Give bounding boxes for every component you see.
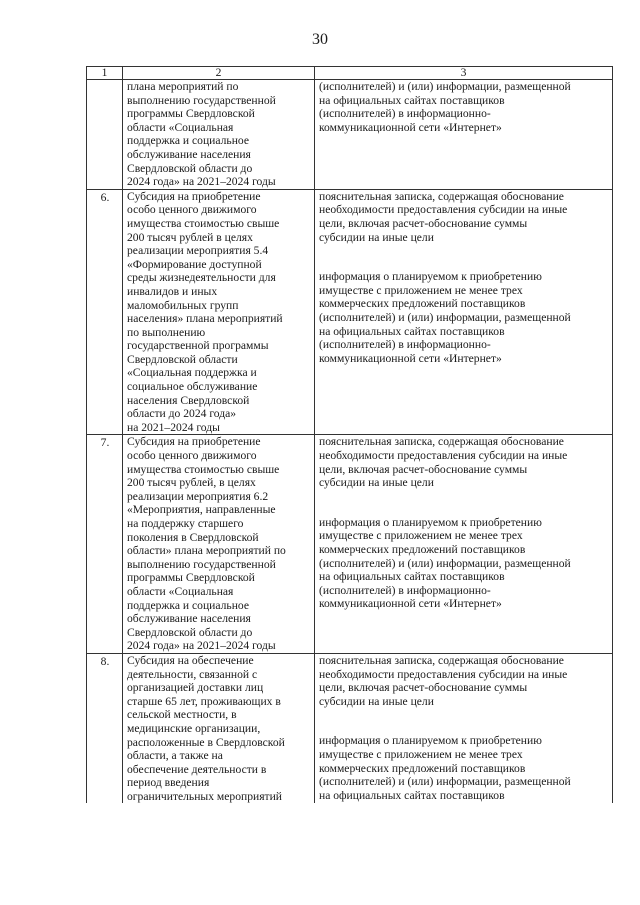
- description-line: обеспечение деятельности в: [127, 762, 267, 776]
- description-line: программы Свердловской: [127, 107, 255, 121]
- table-row: [87, 653, 613, 803]
- description-line: организацией доставки лиц: [127, 681, 264, 695]
- description-line: населения Свердловской: [127, 393, 250, 407]
- description-line: Свердловской области до: [127, 625, 253, 639]
- document-line: необходимости предоставления субсидии на иные: [319, 667, 568, 681]
- description-line: 200 тысяч рублей, в целях: [127, 476, 256, 490]
- paragraph-gap: [319, 244, 609, 270]
- subsidy-description-cell: [123, 80, 315, 190]
- description-line: Свердловской области до: [127, 161, 253, 175]
- document-line: имуществе с приложением не менее трех: [319, 747, 523, 761]
- description-line: области до 2024 года»: [127, 407, 237, 421]
- description-line: Свердловской области: [127, 352, 238, 366]
- description-line: 2024 года» на 2021–2024 годы: [127, 639, 276, 653]
- document-line: имуществе с приложением не менее трех: [319, 283, 523, 297]
- description-line: «Социальная поддержка и: [127, 366, 257, 380]
- description-line: особо ценного движимого: [127, 449, 257, 463]
- description-line: Субсидия на приобретение: [127, 435, 261, 449]
- description-line: области» плана мероприятий по: [127, 544, 286, 558]
- document-line: субсидии на иные цели: [319, 694, 434, 708]
- description-line: по выполнению: [127, 325, 206, 339]
- subsidy-description-cell: [123, 189, 315, 435]
- description-line: деятельности, связанной с: [127, 667, 258, 681]
- documents-cell: [315, 189, 613, 435]
- documents-cell: [315, 435, 613, 654]
- document-line: коммерческих предложений поставщиков: [319, 297, 526, 311]
- description-line: 200 тысяч рублей в целях: [127, 230, 253, 244]
- description-line: на поддержку старшего: [127, 517, 244, 530]
- document-line: пояснительная записка, содержащая обоснование: [319, 435, 564, 449]
- description-line: выполнению государственной: [127, 557, 276, 571]
- document-line: (исполнителей) и (или) информации, размещенной: [319, 310, 571, 324]
- document-line: пояснительная записка, содержащая обоснование: [319, 189, 564, 203]
- table-row: [87, 435, 613, 654]
- document-line: информация о планируемом к приобретению: [319, 270, 542, 284]
- document-line: информация о планируемом к приобретению: [319, 515, 542, 529]
- description-line: поколения в Свердловской: [127, 530, 259, 544]
- description-line: социальное обслуживание: [127, 380, 258, 394]
- description-line: обслуживание населения: [127, 612, 251, 626]
- document-table: [86, 66, 613, 803]
- document-line: коммуникационной сети «Интернет»: [319, 351, 502, 365]
- column-header-2: 2: [123, 67, 315, 80]
- description-line: Субсидия на приобретение: [127, 189, 261, 203]
- document-line: на официальных сайтах поставщиков: [319, 93, 505, 107]
- paragraph-gap: [319, 490, 609, 516]
- document-line: цели, включая расчет-обоснование суммы: [319, 462, 528, 476]
- row-number: 8.: [87, 653, 123, 803]
- document-line: (исполнителей) в информационно-: [319, 583, 491, 597]
- description-line: области, а также на: [127, 749, 223, 763]
- description-line: имущества стоимостью свыше: [127, 216, 280, 230]
- document-line: необходимости предоставления субсидии на иные: [319, 203, 568, 217]
- description-line: имущества стоимостью свыше: [127, 462, 280, 476]
- description-line: области «Социальная: [127, 584, 234, 598]
- document-line: необходимости предоставления субсидии на иные: [319, 449, 568, 463]
- description-line: выполнению государственной: [127, 93, 276, 107]
- document-line: (исполнителей) в информационно-: [319, 338, 491, 352]
- description-line: 2024 года» на 2021–2024 годы: [127, 175, 276, 189]
- document-line: имуществе с приложением не менее трех: [319, 529, 523, 543]
- document-line: на официальных сайтах поставщиков: [319, 788, 505, 802]
- description-line: реализации мероприятия 6.2: [127, 489, 269, 503]
- row-number: 7.: [87, 435, 123, 654]
- column-header-3: 3: [315, 67, 613, 80]
- description-line: поддержка и социальное: [127, 134, 249, 148]
- table-row: [87, 189, 613, 435]
- document-line: коммерческих предложений поставщиков: [319, 543, 526, 556]
- description-line: сельской местности, в: [127, 708, 237, 722]
- row-number: 6.: [87, 189, 123, 435]
- description-line: поддержка и социальное: [127, 598, 249, 612]
- document-line: коммуникационной сети «Интернет»: [319, 597, 502, 611]
- row-number: [87, 80, 123, 190]
- paragraph-gap: [319, 708, 609, 734]
- document-line: (исполнителей) и (или) информации, размещенной: [319, 556, 571, 570]
- document-line: цели, включая расчет-обоснование суммы: [319, 681, 528, 695]
- description-line: маломобильных групп: [127, 298, 239, 312]
- table-row: [87, 80, 613, 190]
- table-header-row: [87, 67, 613, 80]
- description-line: обслуживание населения: [127, 147, 251, 161]
- document-line: пояснительная записка, содержащая обоснование: [319, 653, 564, 667]
- document-line: (исполнителей) и (или) информации, размещенной: [319, 80, 571, 93]
- description-line: реализации мероприятия 5.4: [127, 244, 269, 258]
- document-line: цели, включая расчет-обоснование суммы: [319, 216, 528, 230]
- description-line: старше 65 лет, проживающих в: [127, 694, 281, 708]
- description-line: особо ценного движимого: [127, 203, 257, 217]
- description-line: на 2021–2024 годы: [127, 420, 220, 434]
- description-line: среды жизнедеятельности для: [127, 271, 276, 285]
- document-line: коммерческих предложений поставщиков: [319, 761, 526, 775]
- description-line: «Формирование доступной: [127, 257, 262, 271]
- document-line: субсидии на иные цели: [319, 476, 434, 490]
- documents-cell: [315, 653, 613, 803]
- document-line: на официальных сайтах поставщиков: [319, 324, 505, 338]
- subsidy-description-cell: [123, 653, 315, 803]
- subsidy-description-cell: [123, 435, 315, 654]
- description-line: расположенные в Свердловской: [127, 735, 285, 749]
- description-line: программы Свердловской: [127, 571, 255, 585]
- description-line: области «Социальная: [127, 120, 234, 134]
- document-line: (исполнителей) в информационно-: [319, 107, 491, 121]
- description-line: плана мероприятий по: [127, 80, 239, 93]
- description-line: инвалидов и иных: [127, 284, 218, 298]
- column-header-1: 1: [87, 67, 123, 80]
- documents-cell: [315, 80, 613, 190]
- description-line: медицинские организации,: [127, 721, 261, 735]
- document-line: на официальных сайтах поставщиков: [319, 570, 505, 584]
- description-line: «Мероприятия, направленные: [127, 503, 276, 517]
- description-line: период введения: [127, 776, 210, 790]
- description-line: ограничительных мероприятий: [127, 789, 283, 803]
- page-number: 30: [312, 31, 328, 48]
- description-line: населения» плана мероприятий: [127, 312, 283, 326]
- document-line: субсидии на иные цели: [319, 230, 434, 244]
- document-line: (исполнителей) и (или) информации, размещенной: [319, 775, 571, 789]
- description-line: государственной программы: [127, 339, 269, 353]
- description-line: Субсидия на обеспечение: [127, 653, 254, 667]
- document-line: информация о планируемом к приобретению: [319, 734, 542, 748]
- document-line: коммуникационной сети «Интернет»: [319, 120, 502, 134]
